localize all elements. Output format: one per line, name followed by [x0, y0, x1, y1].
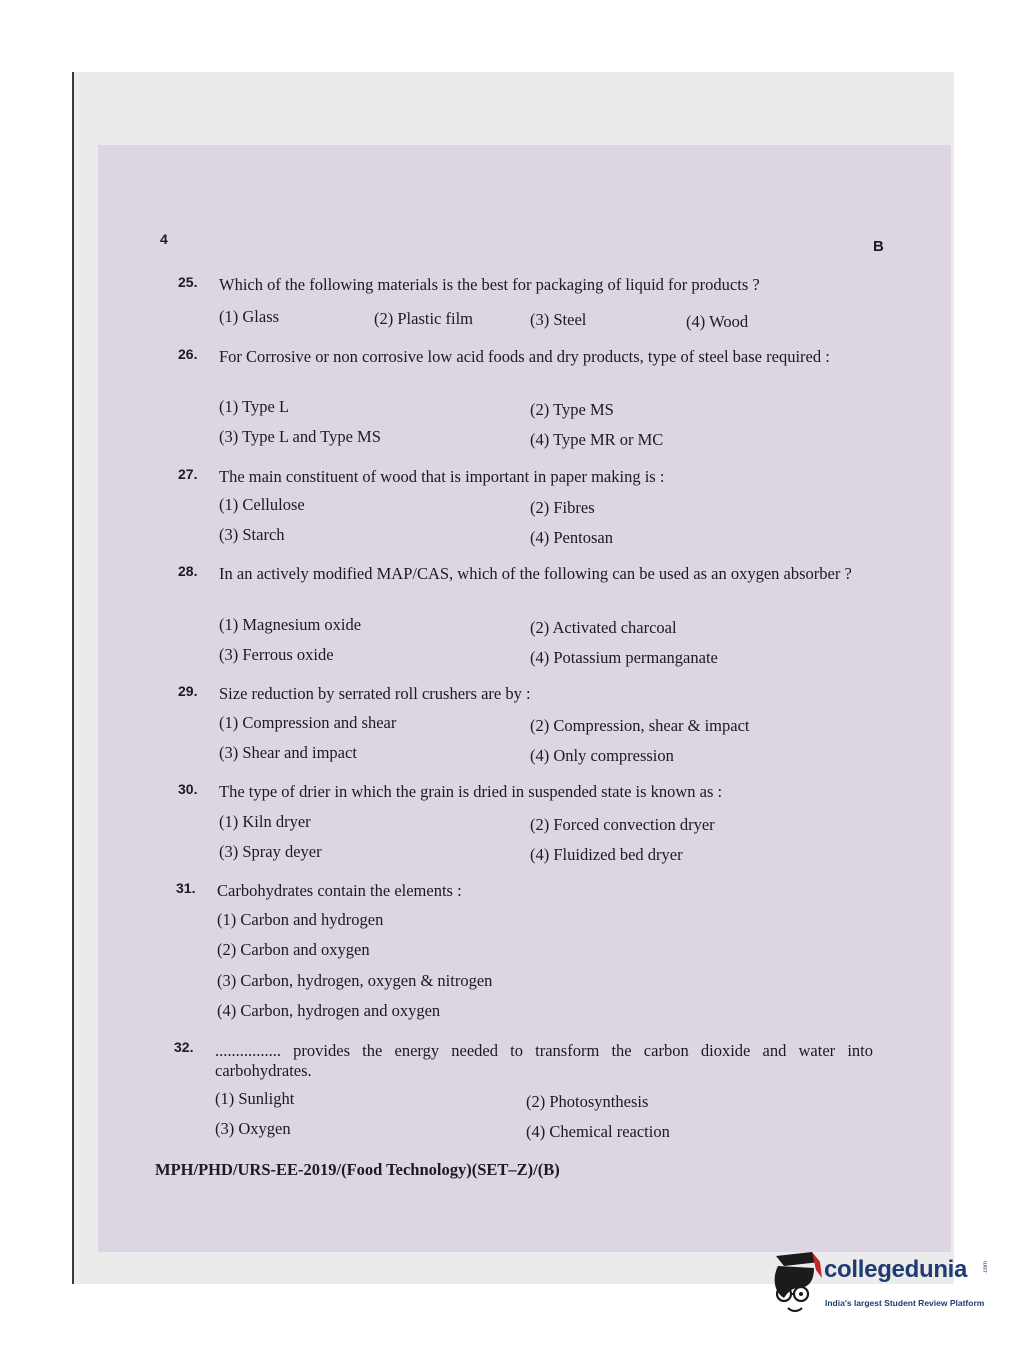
question-number: 29.: [178, 683, 198, 699]
question-text: ................ provides the energy needed to transform the carbon dioxide and water into carbohydrates.: [215, 1041, 873, 1080]
question-text: Carbohydrates contain the elements :: [217, 881, 462, 900]
option: (2) Activated charcoal: [530, 618, 677, 637]
option: (2) Compression, shear & impact: [530, 716, 750, 735]
option: (2) Photosynthesis: [526, 1092, 649, 1111]
question-number: 26.: [178, 346, 198, 362]
paper-code-footer: MPH/PHD/URS-EE-2019/(Food Technology)(SET–Z)/(B): [155, 1160, 560, 1179]
option: (2) Type MS: [530, 400, 614, 419]
option: (4) Carbon, hydrogen and oxygen: [217, 1001, 441, 1020]
question-text: The type of drier in which the grain is dried in suspended state is known as :: [219, 782, 723, 801]
option: (3) Carbon, hydrogen, oxygen & nitrogen: [217, 971, 493, 990]
question-number: 28.: [178, 563, 198, 579]
option: (1) Magnesium oxide: [219, 615, 362, 634]
mascot-icon: [768, 1248, 824, 1318]
page-number: 4: [160, 231, 168, 247]
option: (1) Cellulose: [219, 495, 305, 514]
option: (1) Compression and shear: [219, 713, 397, 732]
option: (4) Type MR or MC: [530, 430, 664, 449]
option: (2) Plastic film: [374, 309, 473, 328]
set-code: B: [873, 238, 884, 255]
option: (4) Wood: [686, 312, 749, 331]
option: (2) Fibres: [530, 498, 595, 517]
question-number: 25.: [178, 274, 198, 290]
question-text: The main constituent of wood that is important in paper making is :: [219, 467, 665, 486]
option: (1) Sunlight: [215, 1089, 295, 1108]
option: (4) Pentosan: [530, 528, 613, 547]
question-number: 27.: [178, 466, 198, 482]
question-text: Which of the following materials is the best for packaging of liquid for products ?: [219, 275, 760, 294]
option: (3) Type L and Type MS: [219, 427, 381, 446]
question-text: In an actively modified MAP/CAS, which of the following can be used as an oxygen absorber ?: [219, 564, 852, 583]
option: (4) Chemical reaction: [526, 1122, 670, 1141]
logo-tagline: India's largest Student Review Platform: [825, 1298, 985, 1308]
option: (3) Spray deyer: [219, 842, 322, 861]
question-number: 32.: [174, 1039, 194, 1055]
question-text: For Corrosive or non corrosive low acid foods and dry products, type of steel base required :: [219, 347, 830, 366]
option: (3) Shear and impact: [219, 743, 357, 762]
option: (1) Carbon and hydrogen: [217, 910, 384, 929]
option: (4) Potassium permanganate: [530, 648, 718, 667]
option: (1) Glass: [219, 307, 280, 326]
option: (1) Kiln dryer: [219, 812, 311, 831]
option: (3) Starch: [219, 525, 285, 544]
option: (4) Only compression: [530, 746, 674, 765]
option: (1) Type L: [219, 397, 290, 416]
question-number: 30.: [178, 781, 198, 797]
option: (2) Forced convection dryer: [530, 815, 715, 834]
option: (4) Fluidized bed dryer: [530, 845, 683, 864]
option: (3) Steel: [530, 310, 587, 329]
question-text: Size reduction by serrated roll crushers are by :: [219, 684, 531, 703]
collegedunia-logo[interactable]: [768, 1248, 998, 1318]
logo-brand: collegedunia: [824, 1256, 968, 1283]
question-number: 31.: [176, 880, 196, 896]
logo-suffix: .com: [983, 1261, 989, 1275]
option: (2) Carbon and oxygen: [217, 940, 370, 959]
option: (3) Ferrous oxide: [219, 645, 334, 664]
option: (3) Oxygen: [215, 1119, 291, 1138]
